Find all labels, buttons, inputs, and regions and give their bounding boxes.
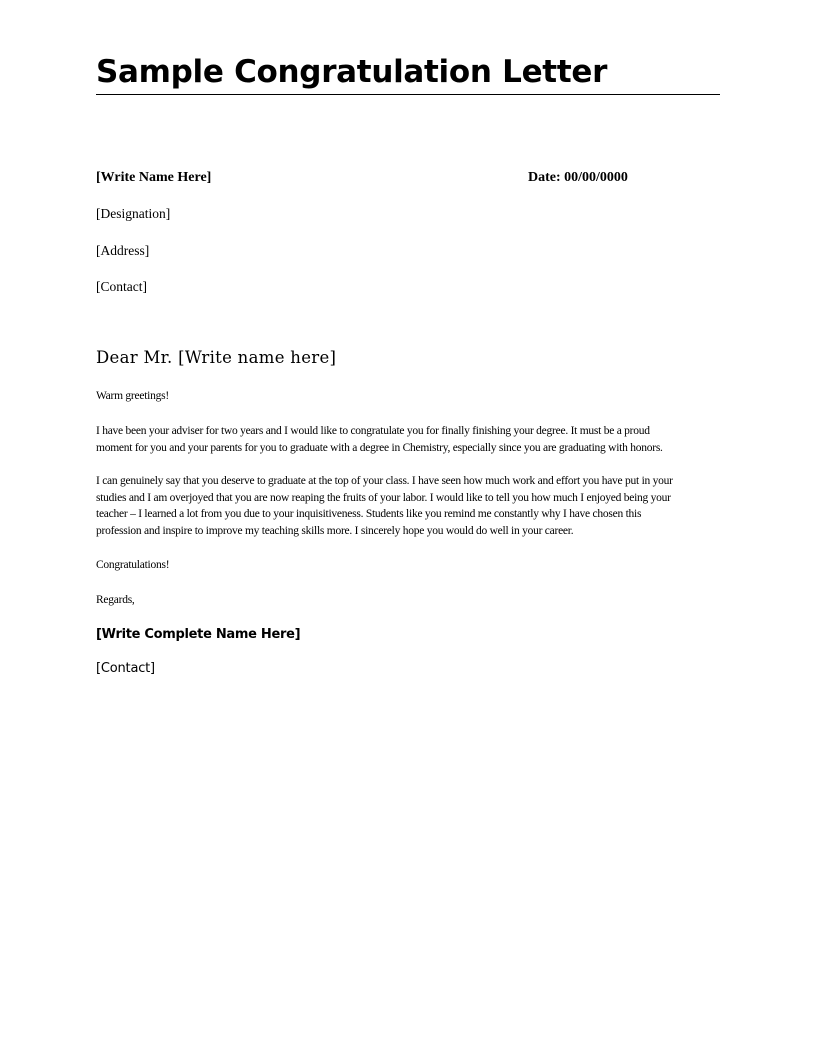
salutation: Dear Mr. [Write name here] <box>96 348 337 367</box>
closing-wish-text: Congratulations! <box>96 559 170 571</box>
closing-wish <box>96 557 720 574</box>
signer-contact: [Contact] <box>96 661 155 676</box>
body-paragraph-2 <box>96 473 720 539</box>
paragraph-line: I can genuinely say that you deserve to graduate at the top of your class. I have seen how much work and effort you have put in your <box>96 475 673 487</box>
greeting-text: Warm greetings! <box>96 390 169 402</box>
document-title: Sample Congratulation Letter <box>96 54 608 90</box>
paragraph-line: moment for you and your parents for you to graduate with a degree in Chemistry, especially since you are graduating with honors. <box>96 441 663 454</box>
sender-address: [Address] <box>96 243 150 258</box>
sender-contact: [Contact] <box>96 279 147 294</box>
body-paragraph-1 <box>96 423 720 456</box>
sign-off-text: Regards, <box>96 594 135 606</box>
paragraph-line: profession and inspire to improve my teaching skills more. I sincerely hope you would do well in your career. <box>96 524 574 537</box>
sender-designation: [Designation] <box>96 206 171 221</box>
sender-name: [Write Name Here] <box>96 170 212 185</box>
paragraph-line: teacher – I learned a lot from you due to your inquisitiveness. Students like you remind me constantly why I have chosen this <box>96 508 642 520</box>
signer-name: [Write Complete Name Here] <box>96 627 301 642</box>
title-underline <box>96 94 720 95</box>
letter-date: Date: 00/00/0000 <box>528 170 628 185</box>
paragraph-line: I have been your adviser for two years and I would like to congratulate you for finally finishing your degree. It must be a proud <box>96 425 650 437</box>
sign-off <box>96 592 720 609</box>
paragraph-line: studies and I am overjoyed that you are now reaping the fruits of your labor. I would like to tell you how much I enjoyed being your <box>96 491 671 504</box>
greeting-line <box>96 388 720 405</box>
